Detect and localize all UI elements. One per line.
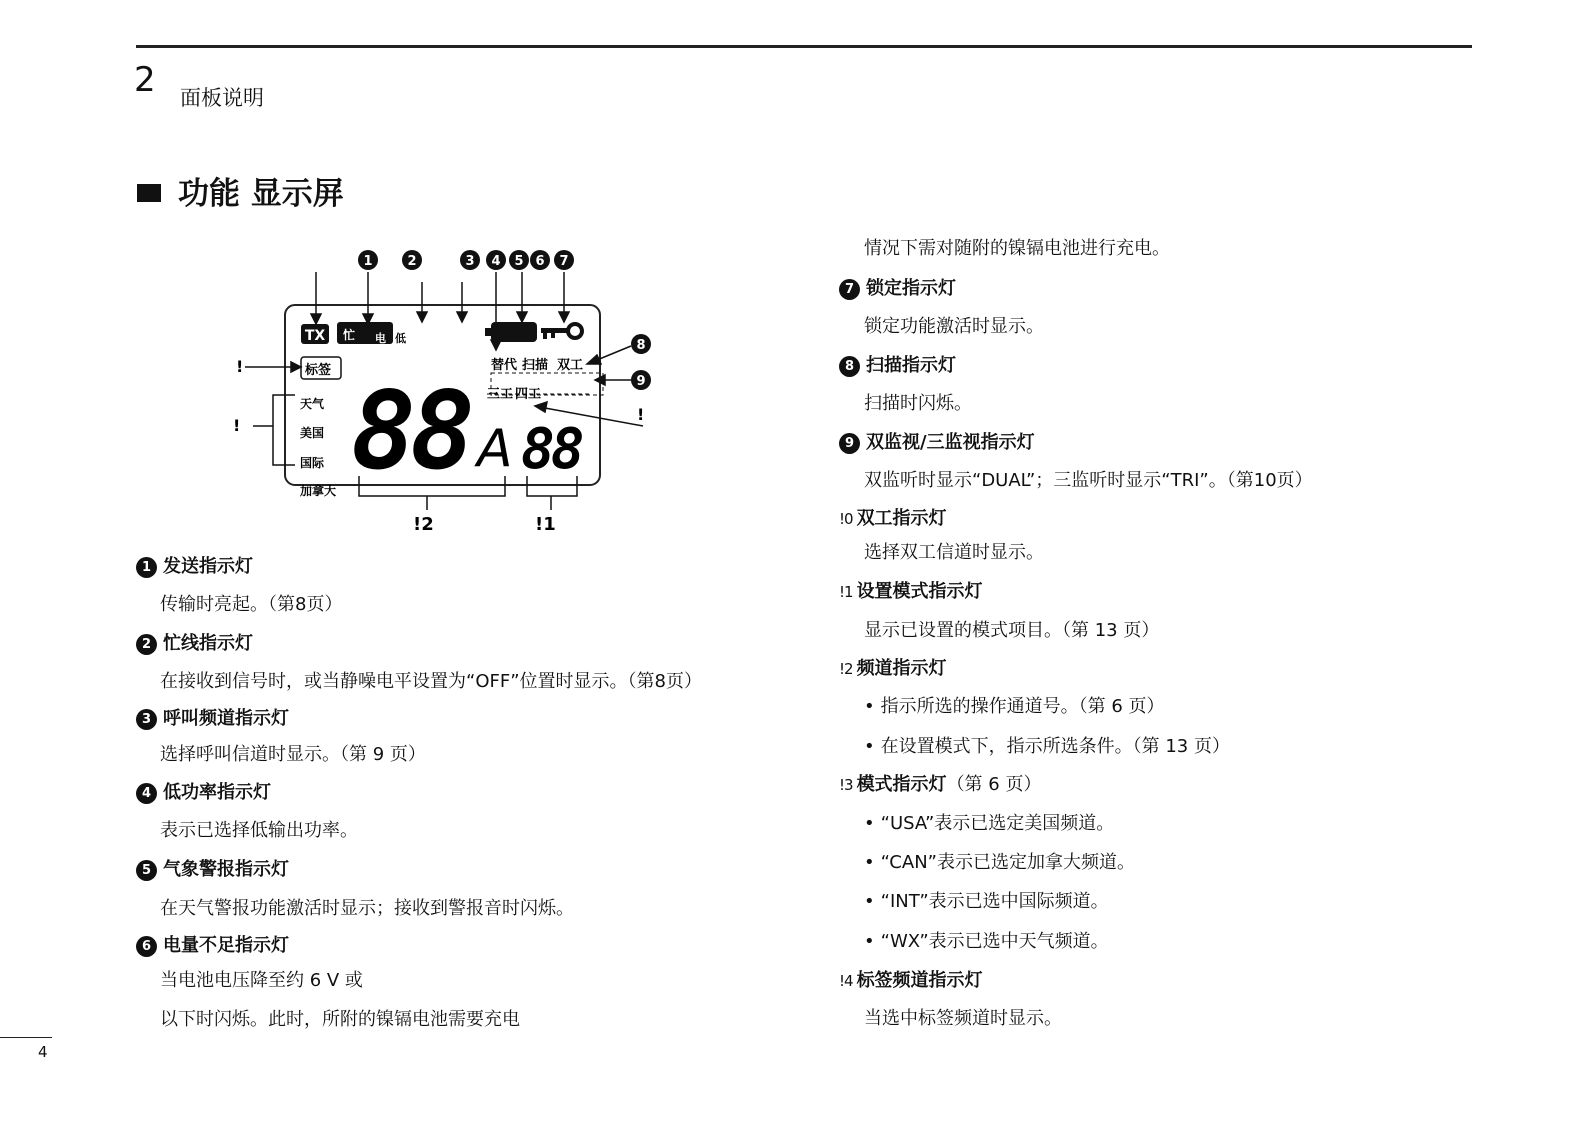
item-3-title: 3 呼叫频道指示灯 — [136, 707, 289, 731]
item-14-text: 当选中标签频道时显示。 — [864, 1008, 1062, 1029]
callout-1 — [358, 250, 378, 270]
mode-wx: 天气 — [300, 397, 325, 411]
number-label-13: !3 — [839, 776, 853, 794]
scan-indicator: 扫描 — [522, 358, 549, 373]
page-number: 4 — [38, 1043, 48, 1061]
item-13-bullet-1: • “USA”表示已选定美国频道。 — [864, 813, 1115, 834]
callout-2 — [402, 250, 422, 270]
number-badge-9: 9 — [839, 433, 860, 454]
item-3-text: 选择呼叫信道时显示。（第 9 页） — [160, 744, 426, 765]
number-badge-8: 8 — [839, 356, 860, 377]
item-6-text-2: 以下时闪烁。此时，所附的镍镉电池需要充电 — [160, 1009, 520, 1030]
item-12-bullet-2: • 在设置模式下，指示所选条件。（第 13 页） — [864, 736, 1230, 757]
callout-8 — [631, 334, 651, 354]
tag-indicator — [301, 357, 341, 379]
small-digits: 88 — [521, 417, 581, 482]
svg-text:标签: 标签 — [305, 363, 332, 378]
mode-int: 国际 — [300, 456, 325, 470]
svg-text:8: 8 — [636, 338, 646, 353]
item-12-bullet-1: • 指示所选的操作通道号。（第 6 页） — [864, 696, 1165, 717]
tx-indicator — [301, 324, 329, 344]
svg-text:6: 6 — [535, 254, 545, 269]
item-7-text: 锁定功能激活时显示。 — [864, 316, 1044, 337]
continuation-text: 情况下需对随附的镍镉电池进行充电。 — [864, 238, 1170, 259]
item-13-bullet-2: • “CAN”表示已选定加拿大频道。 — [864, 852, 1135, 873]
key-icon — [541, 324, 582, 339]
item-5-text: 在天气警报功能激活时显示；接收到警报音时闪烁。 — [160, 898, 574, 919]
callout-5 — [509, 250, 529, 270]
channel-suffix: A — [477, 419, 513, 479]
bottom-marker-12: !2 — [413, 514, 434, 535]
side-marker-1: ! — [236, 357, 244, 376]
top-rule — [136, 45, 1472, 48]
svg-text:9: 9 — [636, 374, 646, 389]
alt-indicator: 替代 — [491, 358, 518, 373]
busy-battery-indicator — [337, 322, 393, 345]
mode-can: 加拿大 — [300, 484, 337, 498]
side-marker-3: ! — [637, 405, 645, 424]
item-2-text: 在接收到信号时，或当静噪电平设置为“OFF”位置时显示。（第8页） — [160, 671, 702, 692]
item-14-title: !4 标签频道指示灯 — [839, 970, 983, 991]
battery-icon — [485, 322, 537, 342]
duplex-indicator: 双工 — [557, 358, 584, 373]
svg-text:5: 5 — [514, 254, 524, 269]
item-8-title: 8 扫描指示灯 — [839, 354, 956, 378]
item-2-title: 2 忙线指示灯 — [136, 632, 253, 656]
svg-text:3: 3 — [465, 254, 475, 269]
item-11-title: !1 设置模式指示灯 — [839, 581, 983, 602]
item-4-title: 4 低功率指示灯 — [136, 781, 271, 805]
svg-text:7: 7 — [559, 254, 569, 269]
chapter-number: 2 — [134, 60, 156, 100]
item-13-bullet-3: • “INT”表示已选中国际频道。 — [864, 891, 1109, 912]
svg-text:TX: TX — [304, 328, 326, 344]
number-badge-2: 2 — [136, 634, 157, 655]
callout-badges-top — [358, 250, 574, 270]
quad-indicator: 四工 — [515, 387, 542, 402]
item-12-title: !2 频道指示灯 — [839, 658, 947, 679]
item-9-title: 9 双监视/三监视指示灯 — [839, 431, 1035, 455]
bottom-marker-11: !1 — [535, 514, 556, 535]
item-6-text-1: 当电池电压降至约 6 V 或 — [160, 970, 363, 991]
low-power-label: 低 — [395, 332, 406, 345]
item-7-title: 7 锁定指示灯 — [839, 277, 956, 301]
section-title: 功能 显示屏 — [178, 176, 344, 212]
chapter-title: 面板说明 — [180, 86, 264, 110]
callout-3 — [460, 250, 480, 270]
number-label-11: !1 — [839, 583, 853, 601]
item-6-title: 6 电量不足指示灯 — [136, 934, 289, 958]
number-badge-3: 3 — [136, 709, 157, 730]
number-label-10: !0 — [839, 510, 853, 528]
svg-text:电: 电 — [375, 332, 386, 345]
number-badge-6: 6 — [136, 936, 157, 957]
callout-9 — [631, 370, 651, 390]
item-8-text: 扫描时闪烁。 — [864, 393, 972, 414]
number-label-14: !4 — [839, 972, 853, 990]
item-1-text: 传输时亮起。（第8页） — [160, 594, 343, 615]
item-1-title: 1 发送指示灯 — [136, 555, 253, 579]
lcd-diagram — [215, 240, 685, 540]
callout-7 — [554, 250, 574, 270]
number-label-12: !2 — [839, 660, 853, 678]
callout-6 — [530, 250, 550, 270]
item-13-bullet-4: • “WX”表示已选中天气频道。 — [864, 931, 1109, 952]
number-badge-5: 5 — [136, 860, 157, 881]
side-marker-2: ! — [233, 416, 241, 435]
svg-text:2: 2 — [407, 254, 417, 269]
svg-text:忙: 忙 — [343, 328, 356, 342]
item-11-text: 显示已设置的模式项目。（第 13 页） — [864, 620, 1160, 641]
number-badge-7: 7 — [839, 279, 860, 300]
svg-text:1: 1 — [363, 254, 373, 269]
number-badge-1: 1 — [136, 557, 157, 578]
callout-4 — [486, 250, 506, 270]
number-badge-4: 4 — [136, 783, 157, 804]
channel-digits: 88 — [351, 369, 470, 494]
section-marker — [137, 184, 161, 202]
callout-badges-right — [631, 334, 651, 390]
item-4-text: 表示已选择低输出功率。 — [160, 820, 358, 841]
svg-text:4: 4 — [491, 254, 501, 269]
tri-indicator: 三工 — [487, 387, 514, 402]
item-10-title: !0 双工指示灯 — [839, 508, 947, 529]
mode-usa: 美国 — [300, 426, 325, 440]
item-13-title: !3 模式指示灯 （第 6 页） — [839, 774, 1042, 795]
item-9-text: 双监听时显示“DUAL”；三监听时显示“TRI”。（第10页） — [864, 470, 1313, 491]
item-5-title: 5 气象警报指示灯 — [136, 858, 289, 882]
footer-rule — [0, 1037, 52, 1038]
item-10-text: 选择双工信道时显示。 — [864, 542, 1044, 563]
